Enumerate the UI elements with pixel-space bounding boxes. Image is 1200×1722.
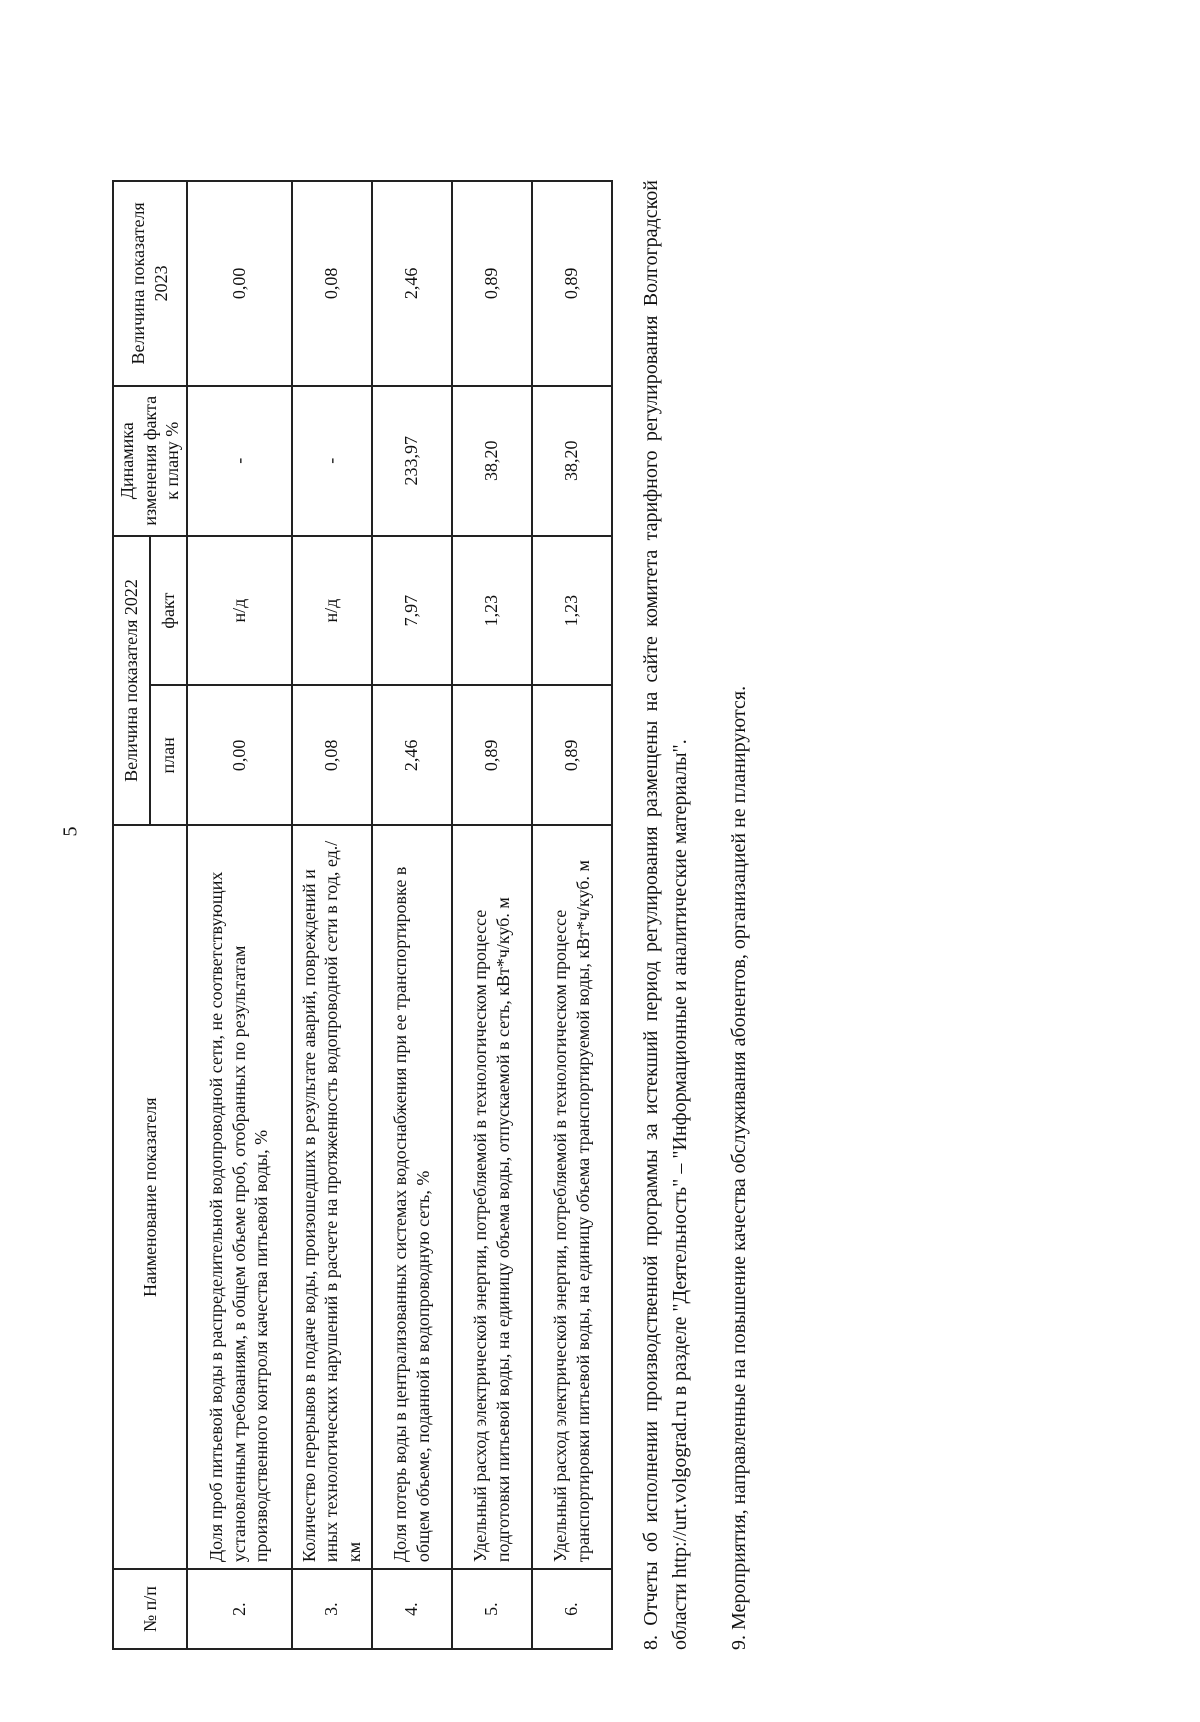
row-number: 5. xyxy=(452,1569,532,1649)
header-plan: план xyxy=(150,685,187,825)
table-row xyxy=(532,181,612,1649)
plan-value: 0,89 xyxy=(452,685,532,825)
indicator-name: Удельный расход электрической энергии, потребляемой в технологическом процессе подготовки питьевой воды, на единицу объема воды, отпускаемой в сеть, кВт*ч/куб. м xyxy=(452,825,532,1569)
header-value-2022: Величина показателя 2022 xyxy=(113,536,150,826)
dynamics-value: 38,20 xyxy=(452,386,532,536)
fact-value: н/д xyxy=(187,536,292,686)
value-2023: 0,08 xyxy=(292,181,372,386)
fact-value: 1,23 xyxy=(452,536,532,686)
row-number: 3. xyxy=(292,1569,372,1649)
fact-value: н/д xyxy=(292,536,372,686)
fact-value: 7,97 xyxy=(372,536,452,686)
header-no: № п/п xyxy=(113,1569,187,1649)
note-item-9: 9. Мероприятия, направленные на повышение качества обслуживания абонентов, организацией не планируются. xyxy=(728,685,750,1650)
table-row xyxy=(452,181,532,1649)
table-row xyxy=(372,181,452,1649)
dynamics-value: - xyxy=(292,386,372,536)
row-number: 4. xyxy=(372,1569,452,1649)
notes xyxy=(637,180,784,1650)
header-name: Наименование показателя xyxy=(113,825,187,1569)
row-number: 6. xyxy=(532,1569,612,1649)
rotated-page-content xyxy=(112,180,1012,1650)
header-fact: факт xyxy=(150,536,187,686)
header-value-2023: Величина показателя 2023 xyxy=(113,181,187,386)
header-dynamics: Динамика изменения факта к плану % xyxy=(113,386,187,536)
value-2023: 0,89 xyxy=(532,181,612,386)
dynamics-value: 233,97 xyxy=(372,386,452,536)
note-item-8: 8. Отчеты об исполнении производственной программы за истекший период регулирования размещены на сайте комитета тарифного регулирования Волгоградской области http://urt.volgograd.ru в разделе "Деятельность" – "Информационные и аналитические материалы". xyxy=(640,180,691,1650)
indicator-name: Удельный расход электрической энергии, потребляемой в технологическом процессе транспортировки питьевой воды, на единицу объема транспортируемой воды, кВт*ч/куб. м xyxy=(532,825,612,1569)
table-row xyxy=(187,181,292,1649)
dynamics-value: 38,20 xyxy=(532,386,612,536)
value-2023: 0,89 xyxy=(452,181,532,386)
plan-value: 0,00 xyxy=(187,685,292,825)
fact-value: 1,23 xyxy=(532,536,612,686)
page-number: 5 xyxy=(59,826,82,837)
dynamics-value: - xyxy=(187,386,292,536)
row-number: 2. xyxy=(187,1569,292,1649)
indicators-table xyxy=(112,180,613,1650)
table-row xyxy=(292,181,372,1649)
value-2023: 0,00 xyxy=(187,181,292,386)
plan-value: 0,08 xyxy=(292,685,372,825)
indicator-name: Доля проб питьевой воды в распределительной водопроводной сети, не соответствующих установленным требованиям, в общем объеме проб, отобранных по результатам производственного контроля качества питьевой воды, % xyxy=(187,825,292,1569)
plan-value: 2,46 xyxy=(372,685,452,825)
indicator-name: Доля потерь воды в централизованных системах водоснабжения при ее транспортировке в общем объеме, поданной в водопроводную сеть, % xyxy=(372,825,452,1569)
value-2023: 2,46 xyxy=(372,181,452,386)
plan-value: 0,89 xyxy=(532,685,612,825)
indicator-name: Количество перерывов в подаче воды, произошедших в результате аварий, повреждений и иных технологических нарушений в расчете на протяженность водопроводной сети в год, ед./км xyxy=(292,825,372,1569)
